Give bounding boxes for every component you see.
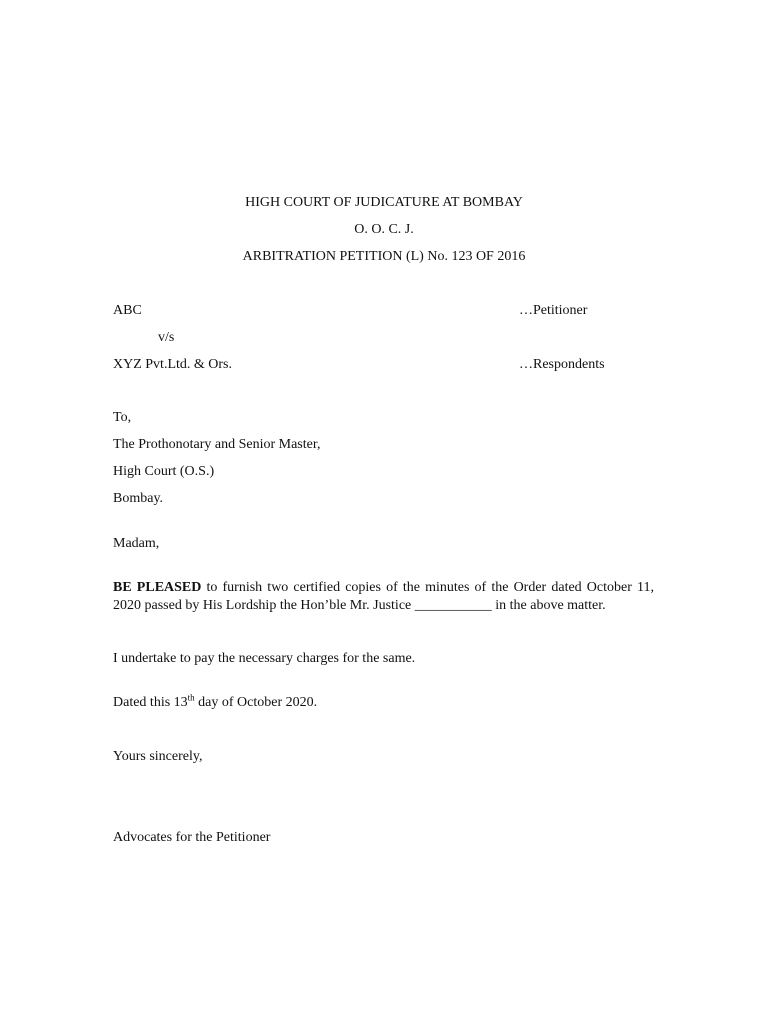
address-line-2: High Court (O.S.) <box>113 464 215 479</box>
request-text: to furnish two certified copies of the minutes of the Order dated October 11, 2020 passed by His Lordship the Hon’ble Mr. Justice ___________ in the above matter. <box>113 580 654 613</box>
address-to: To, <box>113 410 132 425</box>
court-title: HIGH COURT OF JUDICATURE AT BOMBAY <box>245 195 523 210</box>
date-prefix: Dated this 13 <box>113 695 188 710</box>
petitioner-role: …Petitioner <box>519 303 588 318</box>
address-line-3: Bombay. <box>113 491 164 506</box>
versus-label: v/s <box>158 330 175 345</box>
closing-line: Yours sincerely, <box>113 749 203 764</box>
petition-number: ARBITRATION PETITION (L) No. 123 OF 2016 <box>242 249 526 264</box>
date-suffix: day of October 2020. <box>194 695 318 710</box>
respondent-role: …Respondents <box>519 357 605 372</box>
request-paragraph <box>113 579 654 615</box>
signatory-line: Advocates for the Petitioner <box>113 830 271 845</box>
date-ordinal: th <box>187 692 195 703</box>
salutation: Madam, <box>113 536 160 551</box>
undertaking-line: I undertake to pay the necessary charges for the same. <box>113 651 416 666</box>
date-line <box>113 692 318 711</box>
respondent-name: XYZ Pvt.Ltd. & Ors. <box>113 357 232 372</box>
address-line-1: The Prothonotary and Senior Master, <box>113 437 321 452</box>
request-lead: BE PLEASED <box>113 580 202 595</box>
petitioner-name: ABC <box>113 303 142 318</box>
jurisdiction-line: O. O. C. J. <box>354 222 414 237</box>
